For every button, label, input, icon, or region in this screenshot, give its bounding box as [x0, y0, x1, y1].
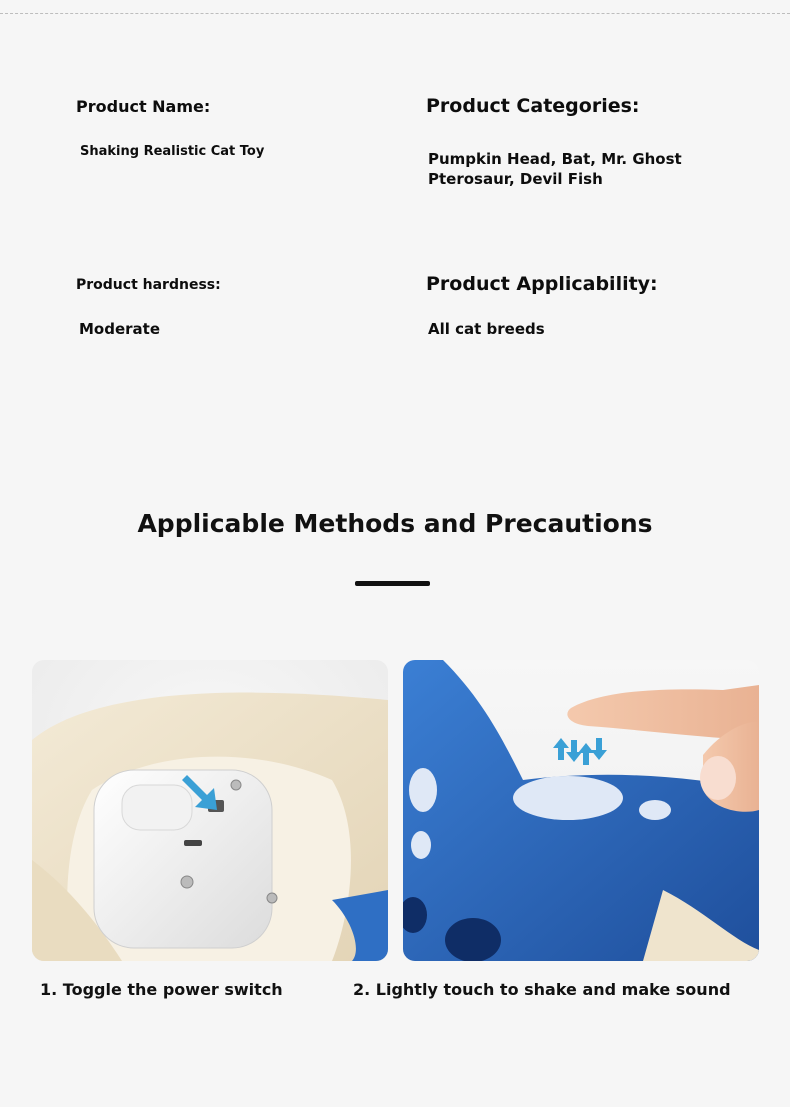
- product-hardness-value: Moderate: [79, 320, 161, 338]
- product-categories-label: Product Categories:: [426, 95, 640, 117]
- categories-line-1: Pumpkin Head, Bat, Mr. Ghost: [428, 150, 682, 168]
- step-1-caption: 1. Toggle the power switch: [40, 980, 283, 999]
- top-divider: [0, 13, 790, 14]
- step-2-caption: 2. Lightly touch to shake and make sound: [353, 980, 731, 999]
- product-applicability-label: Product Applicability:: [426, 273, 658, 295]
- categories-line-2: Pterosaur, Devil Fish: [428, 170, 603, 188]
- product-hardness-label: Product hardness:: [76, 277, 221, 293]
- power-switch-photo: [32, 660, 388, 961]
- product-name-label: Product Name:: [76, 97, 211, 116]
- product-applicability-value: All cat breeds: [428, 320, 545, 338]
- section-title: Applicable Methods and Precautions: [137, 509, 653, 538]
- product-name-value: Shaking Realistic Cat Toy: [80, 144, 265, 159]
- section-title-underline: [355, 581, 430, 586]
- product-categories-value: [428, 149, 758, 189]
- touch-toy-photo: [403, 660, 759, 961]
